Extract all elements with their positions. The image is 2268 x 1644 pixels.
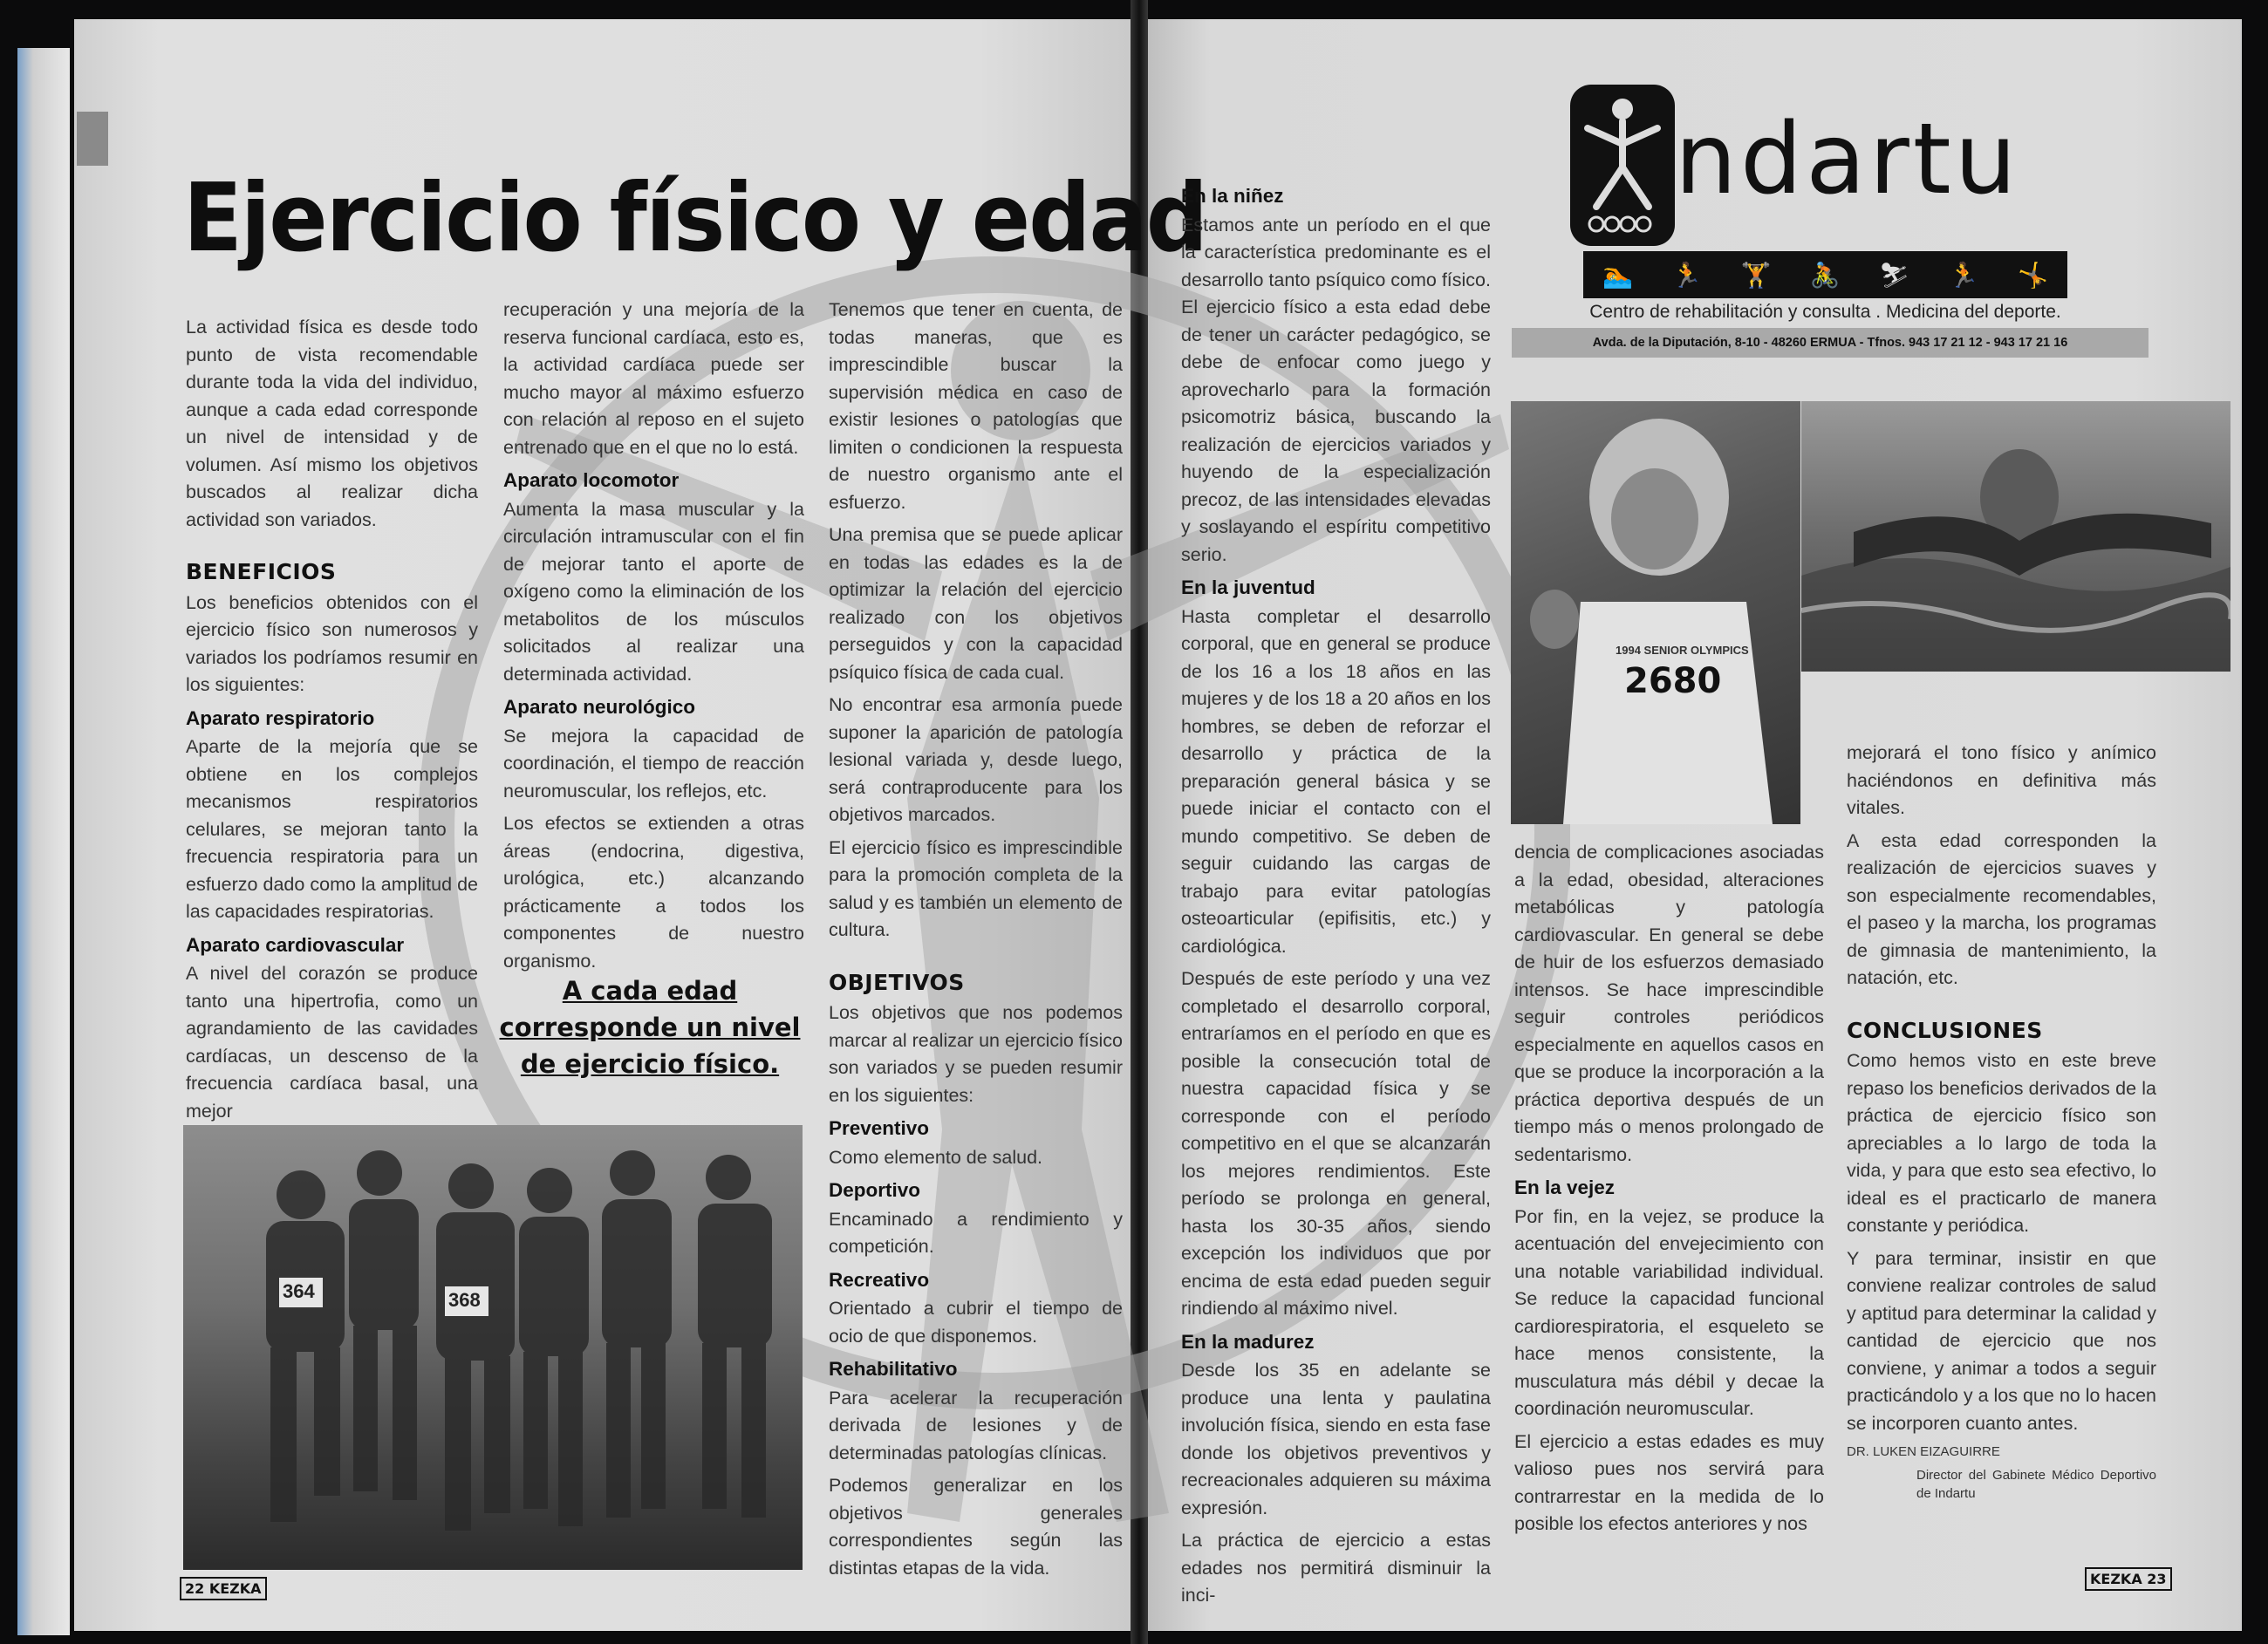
page-tab-marker — [77, 112, 108, 166]
generalizar-paragraph: Podemos generalizar en los objetivos generales correspondientes según las distintas etapas de la vida. — [829, 1475, 1123, 1579]
juventud-paragraph: Hasta completar el desarrollo corporal, que en general se produce de los 16 a los 18 años en las mujeres y de los 18 a 20 años en los hombres, se deben de reforzar el desarrollo y práctica de la preparación general básica y se puede iniciar el contacto con el mundo competitivo. Se deben de seguir cuidando las cargas de trabajo para evitar patologías osteoarticular (epifisitis, etc.) y cardiológica. — [1181, 605, 1491, 957]
supervision-paragraph: Tenemos que tener en cuenta, de todas maneras, que es imprescindible buscar la supervisión médica en caso de existir lesiones o patologías que limiten o condicionen la respuesta de nuestro organismo ante el esfuerzo. — [829, 299, 1123, 513]
locomotor-paragraph: Aumenta la masa muscular y la circulación intramuscular con el fin de mejorar tanto el aporte de oxígeno como la eliminación de los metabolitos de los músculos solicitados al realizar una determinada actividad. — [503, 498, 804, 685]
signature-role: Director del Gabinete Médico Deportivo de Indartu — [1916, 1468, 2156, 1501]
juventud-paragraph-2: Después de este período y una vez completado el desarrollo corporal, entraríamos en el período en que es posible la consecución total de nuestra capacidad física y se corresponde con el período competitivo en el que se alcanzarán los mejores rendimientos. Este período se prolonga en general, hasta los 30-35 años, siendo excepción los individuos que por encima de esta edad pueden seguir rindiendo al máximo nivel. — [1181, 968, 1491, 1319]
locomotor-heading: Aparato locomotor — [503, 469, 680, 491]
armonia-paragraph: No encontrar esa armonía puede suponer la aparición de patología lesional variada y, desde luego, será contraproducente para los objetivos marcados. — [829, 694, 1123, 825]
right-column-c — [1847, 740, 2156, 1508]
logo-wordmark: ndartu — [1675, 103, 2020, 216]
signature-name: DR. LUKEN EIZAGUIRRE — [1847, 1444, 2000, 1459]
ninez-paragraph: Estamos ante un período en el que la característica predominante es el desarrollo tanto psíquico como físico. El ejercicio físico a esta edad debe de tener un carácter pedagógico, se debe de enfocar como juego y aprovecharlo para la formación psicomotriz básica, buscando la realización de ejercicios variados y huyendo de la especialización precoz, de las intensidades elevadas y soslayando el espíritu competitivo serio. — [1181, 214, 1491, 565]
folio-name-left: KEZKA — [208, 1580, 262, 1597]
cardio-paragraph: A nivel del corazón se produce tanto una hipertrofia, como un agrandamiento de las cavidades cardíacas, un descenso de la frecuencia cardíaca basal, una mejor — [186, 963, 478, 1122]
madurez-heading: En la madurez — [1181, 1330, 1315, 1353]
efectos-paragraph: Los efectos se extienden a otras áreas (endocrina, digestiva, urológica, etc.) alcanzando prácticamente a todos los componentes de nuestro organismo. — [503, 813, 804, 972]
premisa-paragraph: Una premisa que se puede aplicar en todas las edades es la de optimizar la relación del ejercicio realizado con los objetivos perseguidos y con la capacidad psíquico física de cada cual. — [829, 524, 1123, 683]
folio-name-right: KEZKA — [2090, 1571, 2142, 1587]
objetivos-paragraph: Los objetivos que nos podemos marcar al realizar un ejercicio físico son variados y se pueden resumir en los siguientes: — [829, 1002, 1123, 1106]
rehab-heading: Rehabilitativo — [829, 1358, 958, 1380]
senior-bib-number: 2680 — [1624, 661, 1722, 701]
runner-bib-1: 364 — [283, 1280, 315, 1302]
sprinting-icon: 🏃 — [1948, 261, 1979, 289]
runners-photo — [183, 1125, 803, 1570]
logo-subtitle: Centro de rehabilitación y consulta . Medicina del deporte. — [1589, 302, 2061, 322]
cultura-paragraph: El ejercicio físico es imprescindible para la promoción completa de la salud y es también un elemento de cultura. — [829, 836, 1123, 940]
beneficios-heading: BENEFICIOS — [186, 559, 337, 584]
natacion-paragraph: A esta edad corresponden la realización de ejercicios suaves y son especialmente recomendables, el paseo y la marcha, los programas de gimnasia de mantenimiento, la natación, etc. — [1847, 829, 2156, 988]
folio-number-right: 23 — [2147, 1571, 2167, 1587]
jumping-icon: 🤸 — [2017, 261, 2048, 289]
swimmer-silhouette-icon — [1801, 401, 2230, 672]
left-column-1 — [186, 314, 478, 1130]
recreativo-paragraph: Orientado a cubrir el tiempo de ocio de que disponemos. — [829, 1298, 1123, 1347]
respiratorio-heading: Aparato respiratorio — [186, 706, 375, 729]
page-folio-left — [180, 1577, 267, 1600]
rehab-paragraph: Para acelerar la recuperación derivada de lesiones y de determinadas patologías clínicas. — [829, 1387, 1123, 1463]
beneficios-paragraph: Los beneficios obtenidos con el ejercicio físico son numerosos y variados los podríamos resumir en los siguientes: — [186, 591, 478, 695]
cardio-heading: Aparato cardiovascular — [186, 933, 405, 956]
pull-quote: A cada edad corresponde un nivel de ejercicio físico. — [499, 976, 801, 1079]
right-column-b — [1514, 839, 1824, 1544]
indartu-logo-icon — [1570, 85, 1675, 246]
madurez-paragraph-2: La práctica de ejercicio a estas edades nos permitirá disminuir la inci- — [1181, 1530, 1491, 1606]
skiing-icon: ⛷ — [1878, 261, 1910, 289]
conclusiones-paragraph: Como hemos visto en este breve repaso los beneficios derivados de la práctica de ejercicio físico son apreciables a lo largo de toda la vida, y para que esto sea efectivo, lo ideal es el practicarlo de manera constante y periódica. — [1847, 1050, 2156, 1236]
page-folio-right — [2085, 1567, 2172, 1591]
runners-silhouette-icon — [183, 1125, 803, 1570]
cycling-icon: 🚴 — [1809, 261, 1841, 289]
madurez-paragraph: Desde los 35 en adelante se produce una lenta y paulatina involución física, siendo en esta fase donde los objetivos preventivos y recreacionales adquieren su máxima expresión. — [1181, 1360, 1491, 1518]
intro-paragraph: La actividad física es desde todo punto de vista recomendable durante toda la vida del individuo, aunque a cada edad corresponde un nivel de intensidad y de volumen. Así mismo los objetivos buscados al realizar dicha actividad son variados. — [186, 317, 478, 530]
folio-number-left: 22 — [185, 1580, 205, 1597]
weightlifting-icon: 🏋 — [1740, 261, 1772, 289]
vitales-paragraph: mejorará el tono físico y anímico haciéndonos en definitiva más vitales. — [1847, 742, 2156, 818]
complicaciones-paragraph: dencia de complicaciones asociadas a la edad, obesidad, alteraciones metabólicas y patología cardiovascular. En general se debe de huir de los esfuerzos demasiado intensos. Se hace imprescindible seguir controles periódicos especialmente en aquellos casos en que se produce la incorporación a la práctica deportiva después de un tiempo más o menos prolongado de sedentarismo. — [1514, 842, 1824, 1165]
left-column-3 — [829, 297, 1123, 1587]
article-title: Ejercicio físico y edad — [183, 164, 1207, 273]
conclusiones-heading: CONCLUSIONES — [1847, 1017, 2043, 1043]
running-icon: 🏃 — [1671, 261, 1703, 289]
deportivo-paragraph: Encaminado a rendimiento y competición. — [829, 1208, 1123, 1257]
swimming-icon: 🏊 — [1602, 261, 1634, 289]
juventud-heading: En la juventud — [1181, 576, 1315, 598]
neuro-heading: Aparato neurológico — [503, 696, 696, 718]
senior-runner-silhouette-icon — [1511, 401, 1800, 824]
vejez-paragraph-2: El ejercicio a estas edades es muy valioso pues nos servirá para contrarrestar en la medida de lo posible los efectos anteriores y nos — [1514, 1430, 1824, 1534]
recuperacion-paragraph: recuperación y una mejoría de la reserva funcional cardíaca, esto es, la actividad cardíaca puede ser mucho mayor al máximo esfuerzo con relación al reposo en el sujeto entrenado que en el que no lo está. — [503, 299, 804, 458]
page-stack-edge — [17, 48, 70, 1635]
ninez-heading: En la niñez — [1181, 185, 1284, 207]
objetivos-heading: OBJETIVOS — [829, 969, 965, 995]
senior-shirt-text: 1994 SENIOR OLYMPICS — [1616, 644, 1749, 657]
runner-bib-2: 368 — [448, 1289, 481, 1311]
left-column-2 — [503, 297, 804, 980]
deportivo-heading: Deportivo — [829, 1179, 921, 1201]
recreativo-heading: Recreativo — [829, 1268, 930, 1291]
vejez-paragraph: Por fin, en la vejez, se produce la acentuación del envejecimiento con una notable variabilidad individual. Se reduce la capacidad funcional cardiorespiratoria, el esqueleto se hace menos consistente, la musculatura más débil y decae la coordinación neuromuscular. — [1514, 1205, 1824, 1419]
senior-runner-photo — [1511, 401, 1800, 824]
preventivo-heading: Preventivo — [829, 1117, 930, 1139]
swimmer-photo — [1801, 401, 2230, 672]
vejez-heading: En la vejez — [1514, 1177, 1616, 1198]
terminar-paragraph: Y para terminar, insistir en que conviene realizar controles de salud y aptitud para determinar la calidad y cantidad de ejercicio que nos conviene, y animar a todos a seguir practicándolo y a los que no lo hacen se incorporen cuanto antes. — [1847, 1247, 2156, 1434]
preventivo-paragraph: Como elemento de salud. — [829, 1146, 1043, 1168]
neuro-paragraph: Se mejora la capacidad de coordinación, el tiempo de reacción neuromuscular, los reflejos, etc. — [503, 725, 804, 802]
logo-address-bar: Avda. de la Diputación, 8-10 - 48260 ERMUA - Tfnos. 943 17 21 12 - 943 17 21 16 — [1512, 328, 2148, 358]
right-column-a — [1181, 179, 1491, 1615]
sports-icons-bar — [1583, 251, 2067, 298]
respiratorio-paragraph: Aparte de la mejoría que se obtiene en los complejos mecanismos respiratorios celulares, se mejoran tanto la frecuencia respiratoria para un esfuerzo dado como la amplitud de las capacidades respiratorias. — [186, 736, 478, 922]
